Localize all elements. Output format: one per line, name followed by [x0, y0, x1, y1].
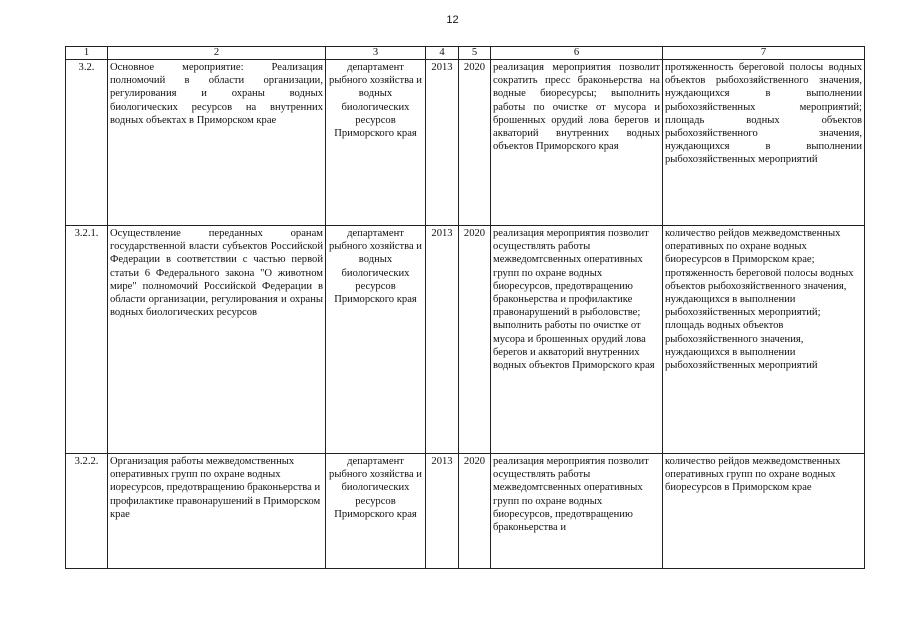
year-end: 2020	[459, 454, 491, 569]
header-col-4: 4	[426, 47, 459, 60]
page-number: 12	[446, 14, 459, 26]
table-row	[66, 454, 865, 569]
indicators: протяженность береговой полосы водных объектов рыбохозяйственного значения, нуждающихся в выполнении рыбохозяйственных мероприятий; площадь водных объектов рыбохозяйственного значения, нуждающихся в выполнении рыбохозяйственных мероприятий	[663, 60, 865, 226]
header-col-5: 5	[459, 47, 491, 60]
table-row	[66, 60, 865, 226]
header-col-2: 2	[108, 47, 326, 60]
table-row	[66, 226, 865, 454]
row-number: 3.2.2.	[66, 454, 108, 569]
executor: департамент рыбного хозяйства и биологических ресурсов Приморского края	[326, 454, 426, 569]
executor: департамент рыбного хозяйства и водных биологических ресурсов Приморского края	[326, 60, 426, 226]
indicators: количество рейдов межведомственных оперативных по охране водных биоресурсов в Приморском крае; протяженность береговой полосы водных объектов рыбохозяйственного значения, нуждающихся в выполнении рыбохозяйственных мероприятий; площадь водных объектов рыбохозяйственного значения, нуждающихся в выполнении рыбохозяйственных мероприятий	[663, 226, 865, 454]
expected-result: реализация мероприятия позволит сократить пресс браконьерства на водные биоресурсы; выполнить работы по очистке от мусора и брошенных орудий лова берегов и акваторий внутренних водных объектов Приморского края	[491, 60, 663, 226]
measure-name: Основное мероприятие: Реализация полномочий в области организации, регулирования и охраны водных биологических ресурсов на внутренних водных объектах в Приморском крае	[108, 60, 326, 226]
year-end: 2020	[459, 60, 491, 226]
header-col-3: 3	[326, 47, 426, 60]
indicators: количество рейдов межведомственных оперативных групп по охране водных биоресурсов в Приморском крае	[663, 454, 865, 569]
header-col-1: 1	[66, 47, 108, 60]
row-number: 3.2.1.	[66, 226, 108, 454]
executor: департамент рыбного хозяйства и водных биологических ресурсов Приморского края	[326, 226, 426, 454]
measure-name: Осуществление переданных оранам государственной власти субъектов Российской Федерации в соответствии с частью первой статьи 6 Федерального закона "О животном мире" полномочий Российской Федерации в области организации, регулирования и охраны водных биологических ресурсов	[108, 226, 326, 454]
expected-result: реализация мероприятия позволит осуществлять работы межведомтсвенных оперативных групп по охране водных биоресурсов, предотвращению браконьерства и	[491, 454, 663, 569]
year-start: 2013	[426, 60, 459, 226]
table-header-row	[66, 47, 865, 60]
header-col-7: 7	[663, 47, 865, 60]
year-start: 2013	[426, 454, 459, 569]
row-number: 3.2.	[66, 60, 108, 226]
expected-result: реализация мероприятия позволит осуществлять работы межведомтсвенных оперативных групп по охране водных биоресурсов, предотвращению браконьерства и профилактике правонарушений в рыболовстве; выполнить работы по очистке от мусора и брошенных орудий лова берегов и акваторий внутренних водных объектов Приморского края	[491, 226, 663, 454]
measure-name: Организация работы межведомственных оперативных групп по охране водных иоресурсов, предотвращению браконьерства и профилактике правонарушений в Приморском крае	[108, 454, 326, 569]
measures-table	[65, 46, 865, 569]
year-end: 2020	[459, 226, 491, 454]
header-col-6: 6	[491, 47, 663, 60]
year-start: 2013	[426, 226, 459, 454]
